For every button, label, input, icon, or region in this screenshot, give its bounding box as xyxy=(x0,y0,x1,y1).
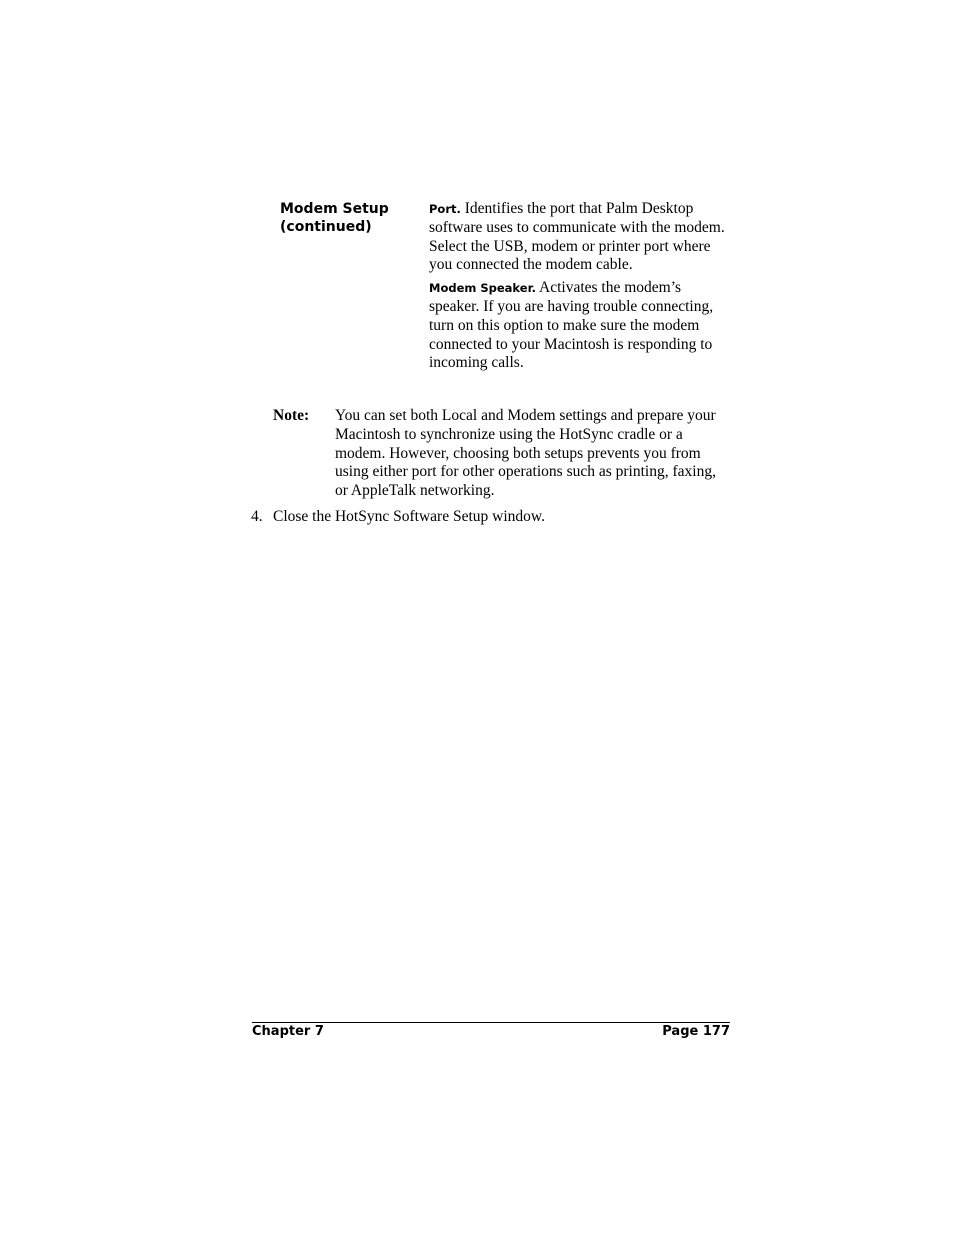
step-number: 4. xyxy=(251,508,263,525)
definition-entry-modem-speaker xyxy=(429,279,729,373)
footer-page-number: Page 177 xyxy=(662,1024,730,1039)
definition-body xyxy=(429,200,729,377)
entry-label: Modem Speaker. xyxy=(429,281,536,296)
definition-term xyxy=(280,200,420,236)
entry-text: Activates the modem’s speaker. If you are having trouble connecting, turn on this option to make sure the modem connected to your Macintosh is responding to incoming calls. xyxy=(429,279,714,372)
note-text: You can set both Local and Modem settings and prepare your Macintosh to synchronize using the HotSync cradle or a modem. However, choosing both setups prevents you from using either port for other operations such as printing, faxing, or AppleTalk networking. xyxy=(335,407,716,500)
definition-entry-port xyxy=(429,200,729,275)
entry-text: Identifies the port that Palm Desktop software uses to communicate with the modem. Select the USB, modem or printer port where you connected the modem cable. xyxy=(429,200,725,274)
entry-label: Port. xyxy=(429,202,461,216)
footer-chapter: Chapter 7 xyxy=(252,1024,324,1039)
term-line-1: Modem Setup xyxy=(280,201,389,217)
footer-divider xyxy=(252,1022,730,1023)
step-text: Close the HotSync Software Setup window. xyxy=(273,508,545,525)
term-line-2: (continued) xyxy=(280,219,372,235)
note-label: Note: xyxy=(273,407,310,424)
